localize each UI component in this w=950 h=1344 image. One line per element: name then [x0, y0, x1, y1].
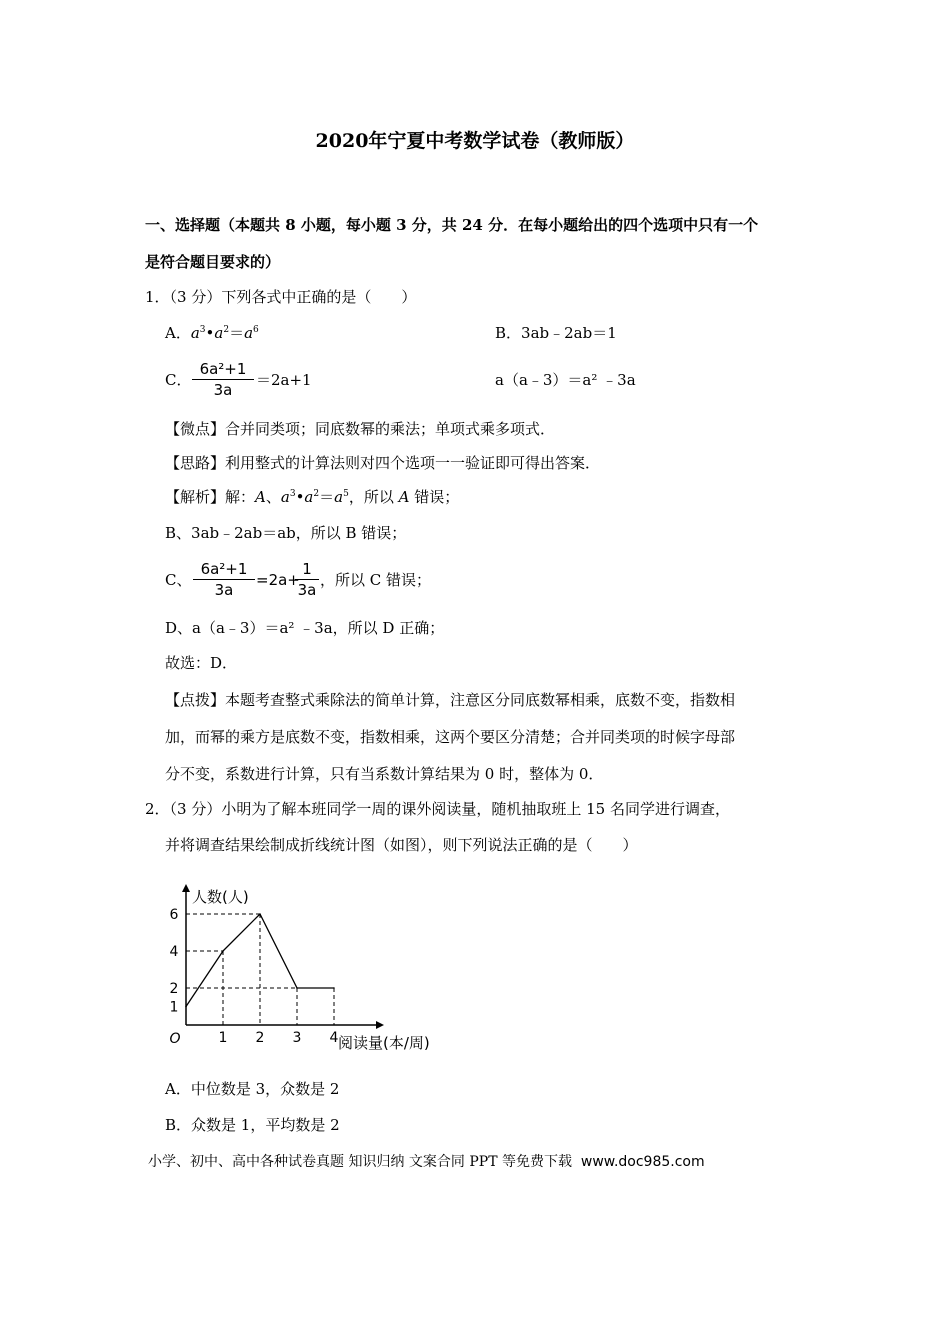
footer-text: 小学、初中、高中各种试卷真题 知识归纳 文案合同 PPT 等免费下载 [148, 1154, 572, 1170]
q1-jiexi-a: 【解析】解：A、$a^3•a^2=a^5$，所以 A 错误； [165, 488, 460, 506]
y-tick-label: 6 [169, 907, 179, 923]
footer [148, 1155, 705, 1169]
q1-option-c-rest: ＝2a+1 [256, 371, 312, 389]
x-axis-label: 阅读量(本/周) [338, 1034, 430, 1052]
x-axis-arrow-icon [376, 1021, 384, 1029]
x-tick-label: 3 [292, 1030, 302, 1046]
q1-jiexi-c-rest: ，所以 C 错误； [320, 571, 432, 589]
q1-dianbo-line2: 加，而幂的乘方是底数不变，指数相乘，这两个要区分清楚；合并同类项的时候字母部 [165, 728, 736, 746]
q1-option-d: a（a﹣3）＝a² ﹣3a [495, 371, 636, 389]
q1-dianbo-line3: 分不变，系数进行计算，只有当系数计算结果为 0 时，整体为 0． [165, 765, 604, 783]
line-chart [160, 878, 460, 1058]
q1-jiexi-c-numerator2: 1 [302, 560, 312, 578]
q1-option-c-fraction [192, 362, 254, 398]
q1-option-a: A．$a^3•a^2=a^6$ [165, 324, 259, 342]
series-line-segment [223, 914, 260, 951]
q1-stem: 1．（3 分）下列各式中正确的是（ ） [145, 288, 417, 306]
section-heading-line2: 是符合题目要求的） [145, 253, 281, 271]
q2-stem-line1: 2．（3 分）小明为了解本班同学一周的课外阅读量，随机抽取班上 15 名同学进行调查， [145, 800, 730, 818]
q1-jiexi-c-mid: =2a+ [256, 571, 300, 589]
x-tick-label: 2 [255, 1030, 265, 1046]
q1-jiexi-d: D、a（a﹣3）＝a² ﹣3a，所以 D 正确； [165, 619, 445, 637]
q1-jiexi-c-numerator1: 6a²+1 [200, 560, 248, 578]
q1-jiexi-prefix: 【解析】解： [165, 488, 256, 506]
q1-dianbo-line1: 【点拨】本题考查整式乘除法的简单计算，注意区分同底数幂相乘，底数不变，指数相 [165, 691, 736, 709]
series-line-segment [186, 951, 223, 1007]
q1-option-c-denominator: 3a [213, 381, 233, 399]
data-point [259, 913, 261, 915]
data-point [185, 1006, 187, 1008]
q1-option-a-label: A． [165, 324, 191, 342]
q1-jiexi-c-fraction2 [295, 562, 319, 598]
y-axis-arrow-icon [182, 884, 190, 892]
footer-site-link[interactable]: www.doc985.com [580, 1154, 705, 1170]
q1-option-b: B．3ab﹣2ab＝1 [495, 324, 617, 342]
q1-weidian: 【微点】合并同类项；同底数幂的乘法；单项式乘多项式． [165, 420, 556, 438]
x-tick-label: 1 [218, 1030, 228, 1046]
q1-jiexi-c-denominator1: 3a [214, 581, 234, 599]
q1-jiexi-c-denominator2: 3a [297, 581, 317, 599]
q2-option-b: B．众数是 1，平均数是 2 [165, 1116, 340, 1134]
q1-silu: 【思路】利用整式的计算法则对四个选项一一验证即可得出答案． [165, 454, 601, 472]
data-point [222, 950, 224, 952]
q2-option-a: A．中位数是 3，众数是 2 [165, 1080, 340, 1098]
q1-option-c-label: C． [165, 371, 192, 389]
q1-answer: 故选：D． [165, 654, 238, 672]
q1-jiexi-c-fraction1 [193, 562, 255, 598]
section-heading-line1: 一、选择题（本题共 8 小题，每小题 3 分，共 24 分．在每小题给出的四个选项中只有一个 [145, 216, 759, 234]
q1-option-c-numerator: 6a²+1 [199, 360, 247, 378]
q2-stem-line2: 并将调查结果绘制成折线统计图（如图），则下列说法正确的是（ ） [165, 836, 638, 854]
y-tick-label: 4 [169, 944, 179, 960]
data-point [296, 987, 298, 989]
q1-jiexi-c-label: C、 [165, 571, 192, 589]
q1-jiexi-b: B、3ab﹣2ab＝ab，所以 B 错误； [165, 524, 407, 542]
y-tick-label: 2 [169, 981, 179, 997]
y-tick-label: 1 [169, 999, 179, 1016]
x-tick-label: 4 [329, 1030, 339, 1046]
y-axis-label: 人数(人) [192, 888, 249, 906]
data-point [333, 987, 335, 989]
page-title: 2020年宁夏中考数学试卷（教师版） [315, 130, 635, 152]
series-line-segment [260, 914, 297, 988]
origin-label: O [169, 1031, 181, 1047]
